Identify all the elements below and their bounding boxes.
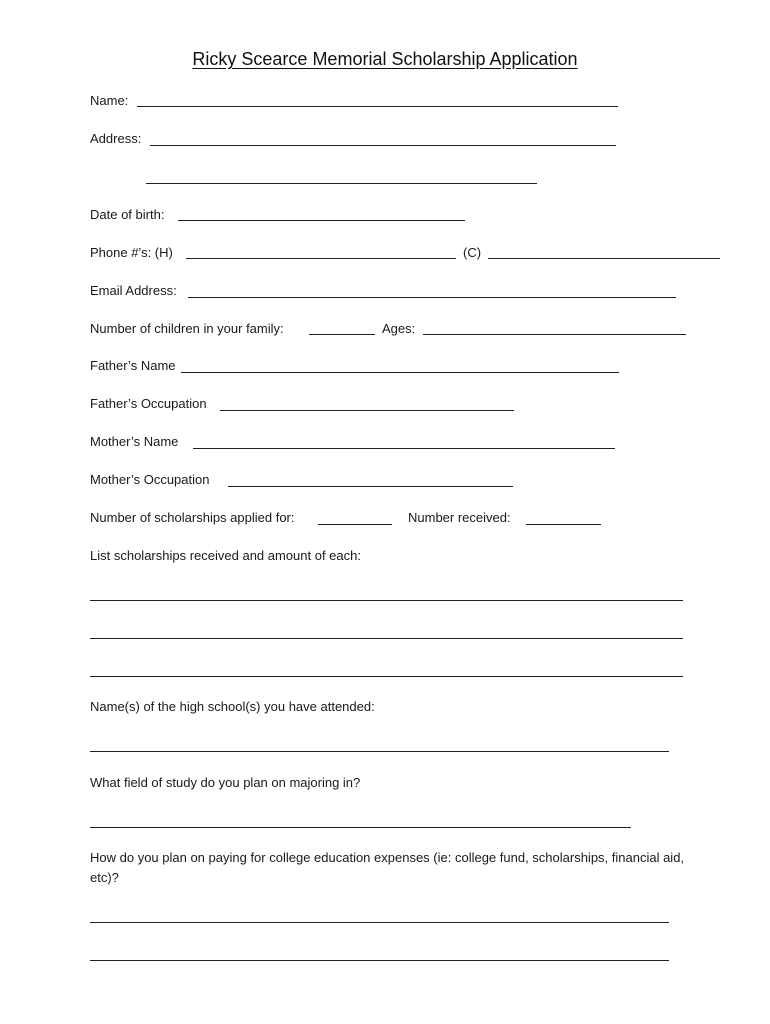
number-received-label: Number received: [408,510,511,525]
phone-cell-label: (C) [463,245,482,260]
paying-line-1[interactable] [90,922,669,923]
father-occupation-label: Father’s Occupation [90,396,207,411]
scholarships-list-line-1[interactable] [90,600,683,601]
father-occupation-field[interactable] [220,410,514,411]
field-of-study-line[interactable] [90,827,631,828]
children-label: Number of children in your family: [90,321,284,336]
email-field[interactable] [188,297,676,298]
phone-cell-field[interactable] [488,258,720,259]
name-label: Name: [90,93,129,108]
phone-home-field[interactable] [186,258,456,259]
name-field[interactable] [137,106,618,107]
number-received-field[interactable] [526,524,601,525]
mother-name-label: Mother’s Name [90,434,179,449]
phone-home-label: Phone #’s: (H) [90,245,173,260]
mother-name-field[interactable] [193,448,615,449]
scholarships-list-line-3[interactable] [90,676,683,677]
form-title: Ricky Scearce Memorial Scholarship Application [192,49,578,69]
father-name-field[interactable] [181,372,619,373]
dob-label: Date of birth: [90,207,165,222]
scholarships-list-question: List scholarships received and amount of each: [90,548,361,563]
scholarships-applied-field[interactable] [318,524,392,525]
father-name-label: Father’s Name [90,358,176,373]
address-field-line-1[interactable] [150,145,616,146]
email-label: Email Address: [90,283,177,298]
high-schools-question: Name(s) of the high school(s) you have attended: [90,699,375,714]
scholarships-applied-label: Number of scholarships applied for: [90,510,295,525]
ages-label: Ages: [382,321,416,336]
children-field[interactable] [309,334,375,335]
mother-occupation-label: Mother’s Occupation [90,472,210,487]
address-field-line-2[interactable] [146,183,537,184]
mother-occupation-field[interactable] [228,486,513,487]
paying-question: How do you plan on paying for college education expenses (ie: college fund, scholarships, financial aid, etc)? [90,850,685,885]
high-schools-line[interactable] [90,751,669,752]
field-of-study-question: What field of study do you plan on majoring in? [90,775,361,790]
scholarships-list-line-2[interactable] [90,638,683,639]
dob-field[interactable] [178,220,465,221]
address-label: Address: [90,131,142,146]
paying-line-2[interactable] [90,960,669,961]
ages-field[interactable] [423,334,686,335]
